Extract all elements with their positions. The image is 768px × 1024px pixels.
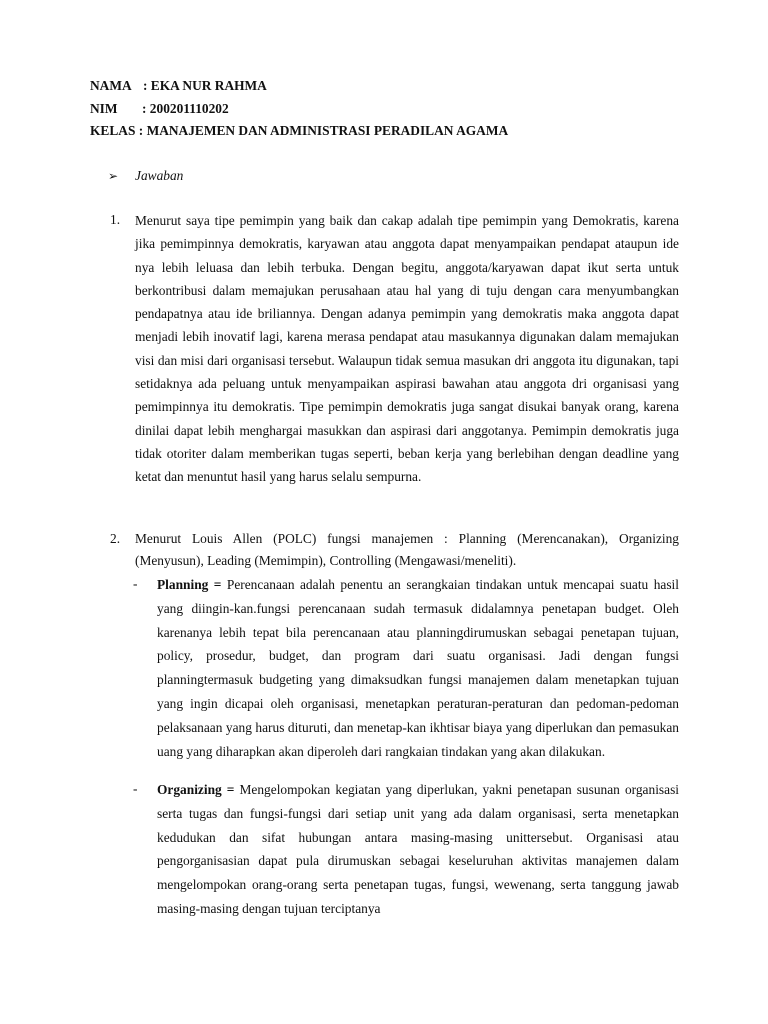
nim-line	[90, 98, 508, 121]
class-line	[90, 120, 508, 143]
nim-value: : 200201110202	[142, 100, 229, 116]
answer-2-paragraph: Menurut Louis Allen (POLC) fungsi manajemen : Planning (Merencanakan), Organizing (Menyusun), Leading (Memimpin), Controlling (Mengawasi/meneliti).	[135, 531, 679, 568]
answer-1-number: 1.	[110, 212, 121, 227]
name-value: : EKA NUR RAHMA	[143, 78, 267, 93]
organizing-text: Mengelompokan kegiatan yang diperlukan, yakni penetapan susunan organisasi serta tugas dan fungsi-fungsi dari setiap unit yang ada dalam organisasi, serta menetapkan kedudukan dan sifat hubungan antara masing-masing unittersebut. Organisasi atau pengorganisasian dapat pula dirumuskan sebagai keseluruhan aktivitas manajemen dalam mengelompokan orang-orang serta penetapan tugas, fungsi, wewenang, serta tanggung jawab masing-masing dengan tujuan terciptanya	[157, 782, 679, 916]
nim-key: NIM	[90, 100, 118, 116]
answer-2-number: 2.	[110, 531, 121, 546]
organizing-term: Organizing =	[157, 782, 235, 797]
name-key: NAMA	[90, 78, 132, 93]
answer-heading-text: Jawaban	[135, 168, 184, 183]
name-line	[90, 75, 508, 98]
planning-dash: -	[133, 576, 138, 591]
answer-heading	[108, 165, 183, 187]
planning-text: Perencanaan adalah penentu an serangkaian tindakan untuk mencapai suatu hasil yang diingin-kan.fungsi perencanaan sudah termasuk didalamnya penetapan budget. Oleh karenanya lebih tepat bila perencanaan atau planningdirumuskan sebagai penetapan tujuan, policy, prosedur, budget, dan program dari suatu organisasi. Jadi dengan fungsi planningtermasuk budgeting yang dimaksudkan fungsi manajemen dalam menetapkan tujuan yang ingin dicapai oleh organisasi, menetapkan peraturan-peraturan dan pedoman-pedoman pelaksanaan yang harus dituruti, dan menetap-kan ikhtisar biaya yang diperlukan dan pemasukan uang yang diharapkan akan diperoleh dari rangkaian tindakan yang akan dilakukan.	[157, 577, 679, 759]
answer-1-paragraph: Menurut saya tipe pemimpin yang baik dan cakap adalah tipe pemimpin yang Demokratis, karena jika pemimpinnya demokratis, karyawan atau anggota dapat menyampaikan pendapat ataupun ide nya lebih leluasa dan lebih terbuka. Dengan begitu, anggota/karyawan dapat ikut serta untuk berkontribusi dalam memajukan perusahaan atau hal yang di tuju dengan cara menyumbangkan pendapatnya atau ide briliannya. Dengan adanya pemimpin yang demokratis maka anggota dapat menjadi lebih inovatif lagi, karena merasa pendapat atau masukannya digunakan dalam memajukan visi dan misi dari organisasi tersebut. Walaupun tidak semua masukan dri anggota itu digunakan, tapi setidaknya ada peluang untuk menyampaikan aspirasi bawahan atau anggota dri organisasi yang pemimpinnya itu demokratis. Tipe pemimpin demokratis juga sangat disukai banyak orang, karena dinilai dapat lebih menghargai masukkan dan aspirasi dari anggotanya. Pemimpin demokratis juga tidak otoriter dalam memberikan tugas seperti, beban kerja yang berlebihan dengan deadline yang ketat dan menuntut hasil yang harus selalu sempurna.	[135, 213, 679, 485]
planning-paragraph	[157, 573, 679, 763]
organizing-paragraph	[157, 778, 679, 921]
class-value: : MANAJEMEN DAN ADMINISTRASI PERADILAN AGAMA	[138, 123, 509, 138]
organizing-dash: -	[133, 781, 138, 796]
arrow-bullet-icon: ➢	[108, 169, 119, 183]
class-key: KELAS	[90, 123, 136, 138]
student-header	[90, 75, 508, 143]
planning-term: Planning =	[157, 577, 222, 592]
